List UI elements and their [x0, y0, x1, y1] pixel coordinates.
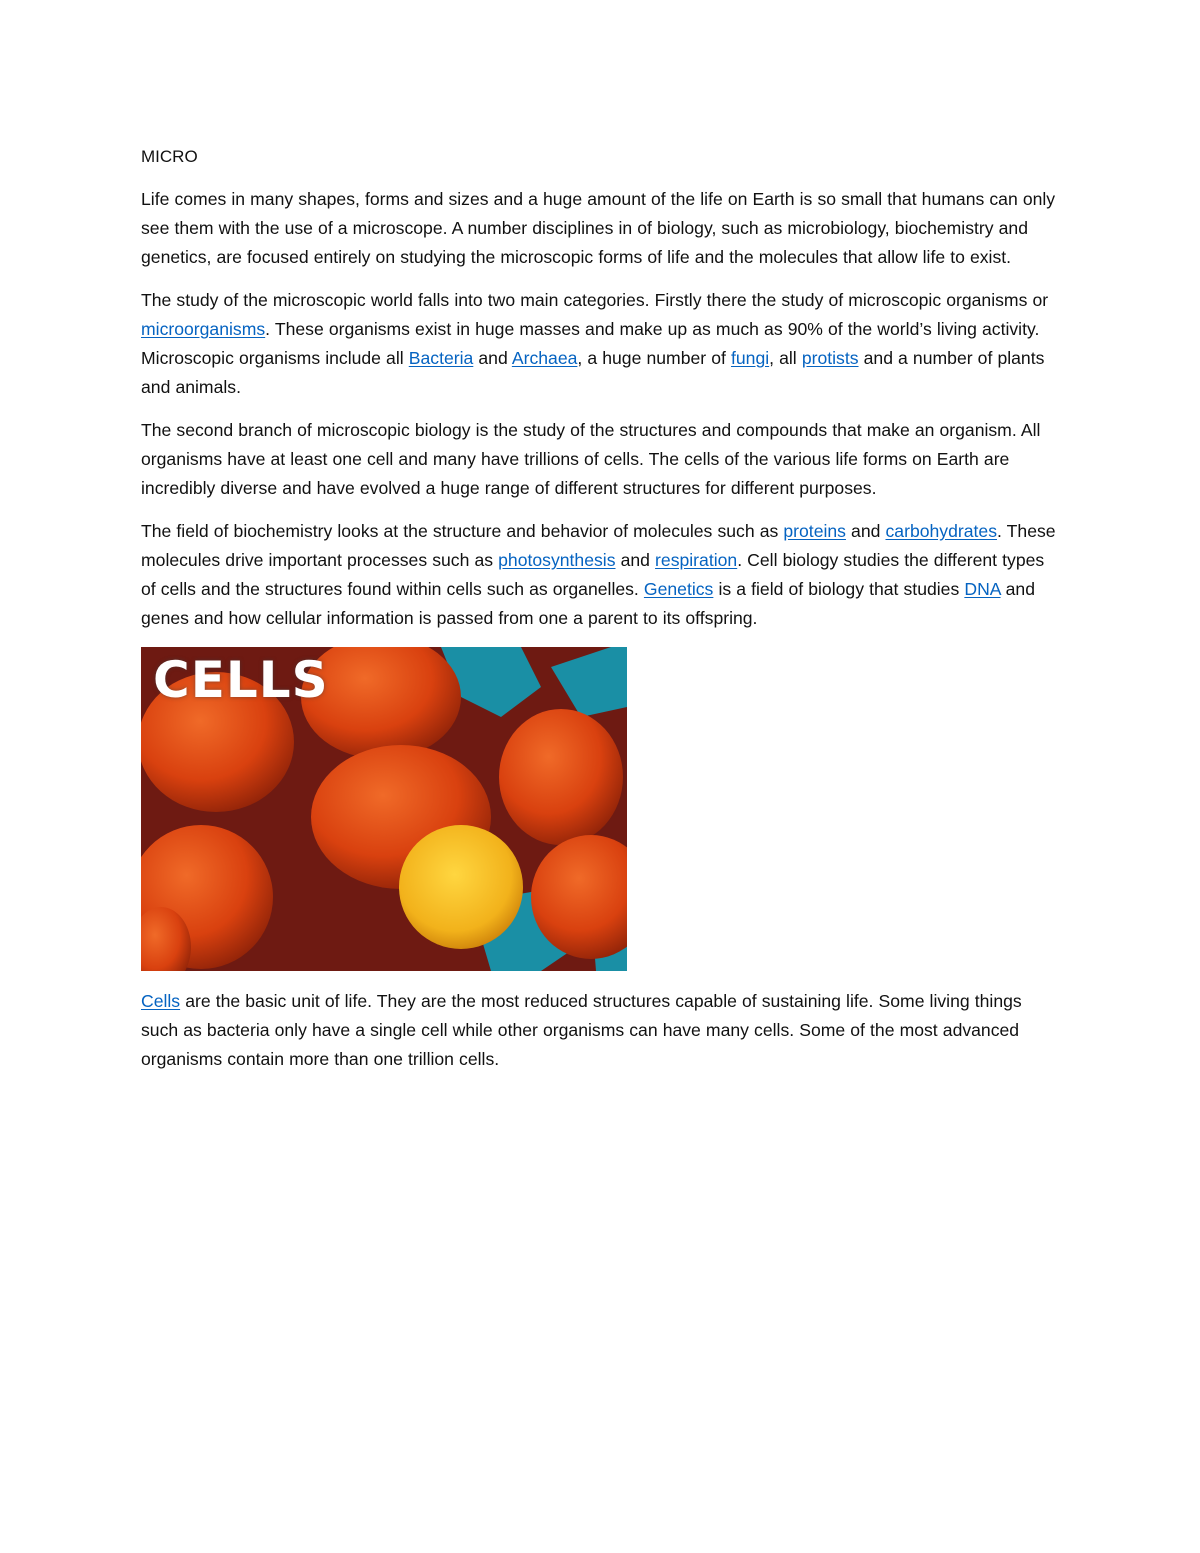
- text-run: The field of biochemistry looks at the structure and behavior of molecules such as: [141, 521, 784, 541]
- text-run: The study of the microscopic world falls into two main categories. Firstly there the study of microscopic organisms or: [141, 290, 1049, 310]
- paragraph-cells: [141, 987, 1060, 1074]
- text-run: . These organisms exist in huge masses and make up as much as 90% of the world’s living activity. Microscopic organisms include all: [141, 319, 1040, 368]
- text-run: , all: [769, 348, 802, 368]
- link-protists[interactable]: protists: [801, 348, 859, 368]
- text-run: and: [845, 521, 886, 541]
- link-microorganisms[interactable]: microorganisms: [141, 319, 266, 339]
- text-run: . Cell biology studies the different types of cells and the structures found within cells such as organelles.: [141, 550, 1045, 599]
- text-run: , a huge number of: [577, 348, 731, 368]
- link-archaea[interactable]: Archaea: [511, 348, 578, 368]
- text-run: . These molecules drive important processes such as: [141, 521, 1056, 570]
- link-proteins[interactable]: proteins: [783, 521, 846, 541]
- text-run: and genes and how cellular information is passed from one a parent to its offspring.: [141, 579, 1035, 628]
- link-genetics[interactable]: Genetics: [643, 579, 714, 599]
- document-title: MICRO: [141, 147, 198, 166]
- cells-micrograph-image: [141, 647, 627, 971]
- text-run: are the basic unit of life. They are the most reduced structures capable of sustaining life. Some living things such as bacteria only have a single cell while other organisms can have many cells. Some of the most advanced organisms contain more than one trillion cells.: [141, 991, 1022, 1069]
- paragraph-structures: The second branch of microscopic biology is the study of the structures and compounds that make an organism. All organisms have at least one cell and many have trillions of cells. The cells of the various life forms on Earth are incredibly diverse and have evolved a huge range of different structures for different purposes.: [141, 420, 1041, 498]
- white-blood-cell: [399, 825, 523, 949]
- text-run: and: [615, 550, 656, 570]
- image-caption-text: CELLS: [153, 651, 329, 709]
- paragraph-microorganisms: [141, 286, 1060, 402]
- link-bacteria[interactable]: Bacteria: [408, 348, 474, 368]
- text-run: is a field of biology that studies: [713, 579, 965, 599]
- paragraph-intro: Life comes in many shapes, forms and sizes and a huge amount of the life on Earth is so small that humans can only see them with the use of a microscope. A number disciplines in of biology, such as microbiology, biochemistry and genetics, are focused entirely on studying the microscopic forms of life and the molecules that allow life to exist.: [141, 189, 1056, 267]
- link-fungi[interactable]: fungi: [730, 348, 770, 368]
- text-run: and: [473, 348, 512, 368]
- link-carbohydrates[interactable]: carbohydrates: [885, 521, 997, 541]
- red-blood-cell: [499, 709, 623, 845]
- text-run: and a number of plants and animals.: [141, 348, 1045, 397]
- link-cells[interactable]: Cells: [141, 991, 181, 1011]
- paragraph-biochemistry: [141, 517, 1060, 633]
- link-dna[interactable]: DNA: [964, 579, 1001, 599]
- link-photosynthesis[interactable]: photosynthesis: [498, 550, 616, 570]
- link-respiration[interactable]: respiration: [655, 550, 738, 570]
